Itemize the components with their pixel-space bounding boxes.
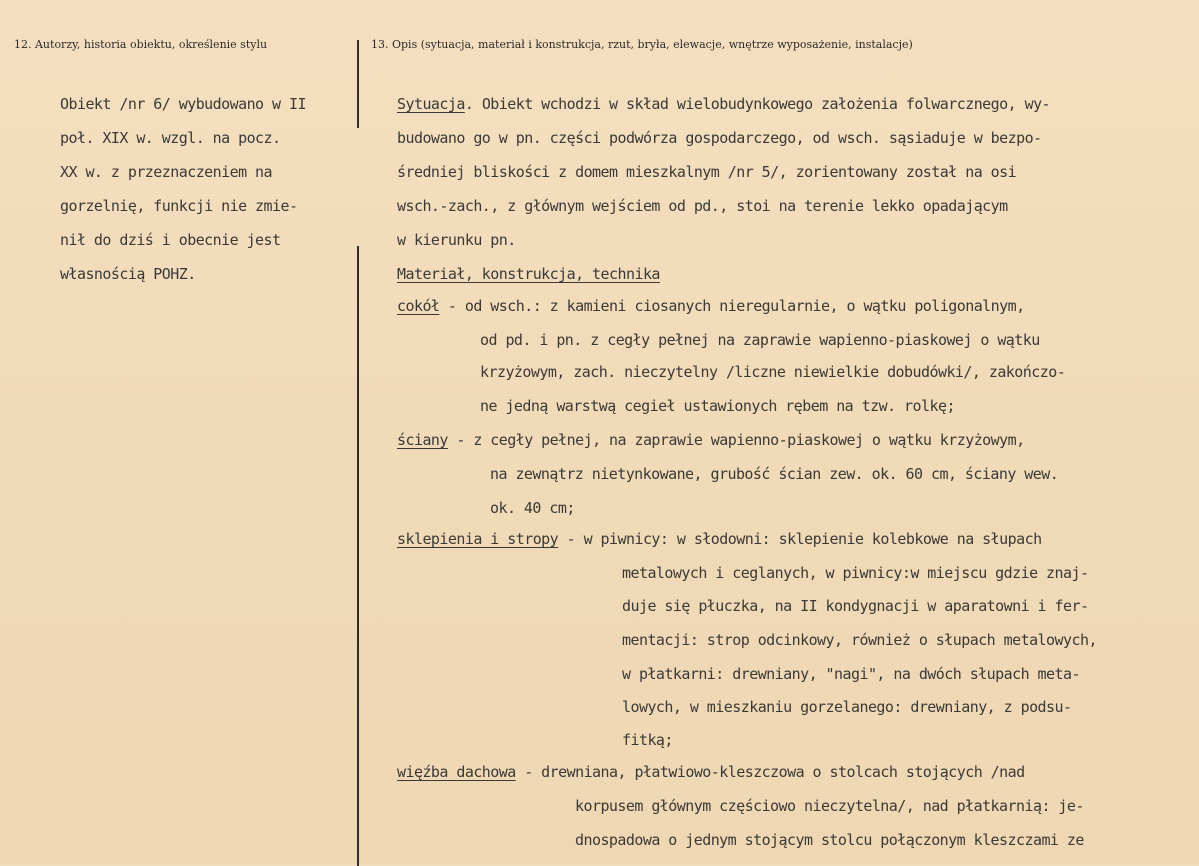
body-line: lowych, w mieszkaniu gorzelanego: drewniany, z podsu- xyxy=(622,698,1072,716)
body-line: ne jedną warstwą cegieł ustawionych rębem na tzw. rolkę; xyxy=(480,397,955,415)
section-13-header: 13. Opis (sytuacja, materiał i konstrukcja, rzut, bryła, elewacje, wnętrze wyposażenie, instalacje) xyxy=(371,38,913,51)
walls-label: ściany xyxy=(397,431,448,449)
left-line: gorzelnię, funkcji nie zmie- xyxy=(60,197,298,215)
body-line: ok. 40 cm; xyxy=(490,499,575,517)
plinth-label: cokół xyxy=(397,297,440,315)
body-line: w kierunku pn. xyxy=(397,231,516,249)
body-line: od pd. i pn. z cegły pełnej na zaprawie wapienno-piaskowej o wątku xyxy=(480,331,1040,349)
material-heading: Materiał, konstrukcja, technika xyxy=(397,265,660,283)
body-line: duje się płuczka, na II kondygnacji w aparatowni i fer- xyxy=(622,597,1089,615)
situation-line: Sytuacja. Obiekt wchodzi w skład wielobudynkowego założenia folwarcznego, wy- xyxy=(397,95,1051,113)
left-line: nił do dziś i obecnie jest xyxy=(60,231,281,249)
situation-heading: Sytuacja xyxy=(397,95,465,113)
column-divider-bottom xyxy=(357,246,359,866)
vaults-label: sklepienia i stropy xyxy=(397,530,559,548)
column-divider-top xyxy=(357,40,359,128)
body-line: budowano go w pn. części podwórza gospodarczego, od wsch. sąsiaduje w bezpo- xyxy=(397,129,1042,147)
vaults-line: sklepienia i stropy - w piwnicy: w słodowni: sklepienie kolebkowe na słupach xyxy=(397,530,1042,548)
body-line: średniej bliskości z domem mieszkalnym /nr 5/, zorientowany został na osi xyxy=(397,163,1017,181)
body-line: mentacji: strop odcinkowy, również o słupach metalowych, xyxy=(622,631,1097,649)
left-line: poł. XIX w. wzgl. na pocz. xyxy=(60,129,281,147)
body-line: dnospadowa o jednym stojącym stolcu połączonym kleszczami ze xyxy=(575,831,1084,849)
roof-truss-line: więźba dachowa - drewniana, płatwiowo-kleszczowa o stolcach stojących /nad xyxy=(397,763,1025,781)
section-12-header: 12. Autorzy, historia obiektu, określenie stylu xyxy=(14,38,268,51)
left-line: Obiekt /nr 6/ wybudowano w II xyxy=(60,95,306,113)
plinth-line: cokół - od wsch.: z kamieni ciosanych nieregularnie, o wątku poligonalnym, xyxy=(397,297,1025,315)
body-line: w płatkarni: drewniany, "nagi", na dwóch słupach meta- xyxy=(622,665,1080,683)
body-line: metalowych i ceglanych, w piwnicy:w miejscu gdzie znaj- xyxy=(622,564,1089,582)
body-line: fitką; xyxy=(622,731,673,749)
walls-line: ściany - z cegły pełnej, na zaprawie wapienno-piaskowej o wątku krzyżowym, xyxy=(397,431,1025,449)
body-line: krzyżowym, zach. nieczytelny /liczne niewielkie dobudówki/, zakończo- xyxy=(480,363,1066,381)
left-line: własnością POHZ. xyxy=(60,265,196,283)
roof-truss-label: więźba dachowa xyxy=(397,763,516,781)
body-line: wsch.-zach., z głównym wejściem od pd., stoi na terenie lekko opadającym xyxy=(397,197,1008,215)
body-line: na zewnątrz nietynkowane, grubość ścian zew. ok. 60 cm, ściany wew. xyxy=(490,465,1059,483)
body-line: korpusem głównym częściowo nieczytelna/, nad płatkarnią: je- xyxy=(575,797,1084,815)
left-line: XX w. z przeznaczeniem na xyxy=(60,163,273,181)
